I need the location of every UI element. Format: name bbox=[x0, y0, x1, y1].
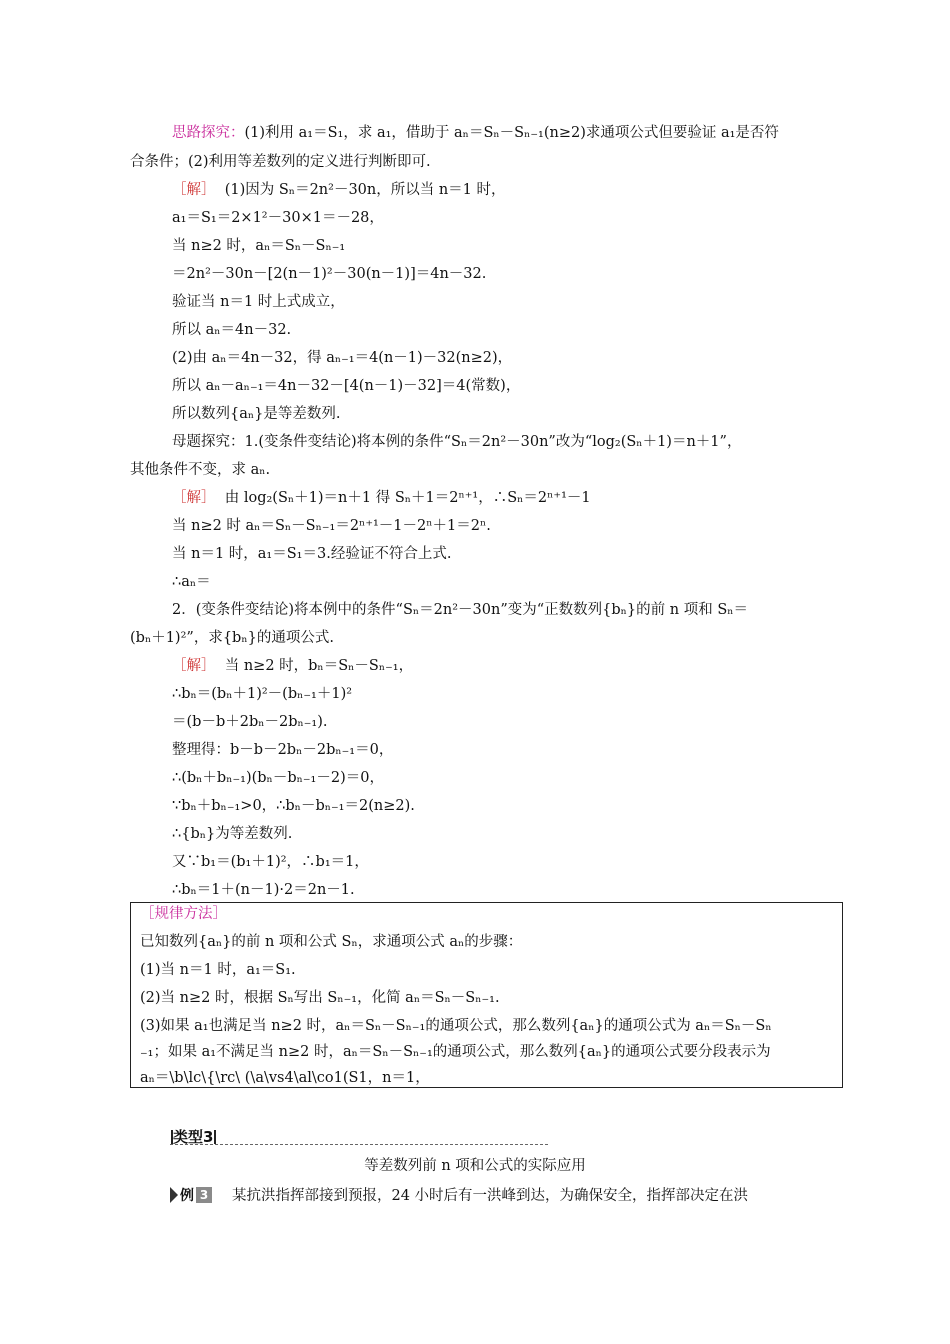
thinking-label: 思路探究： bbox=[172, 125, 245, 141]
line-1 bbox=[172, 123, 779, 143]
line-11: 所以数列{aₙ}是等差数列. bbox=[172, 406, 341, 422]
line-9: (2)由 aₙ＝4n－32，得 aₙ₋₁＝4(n－1)－32(n≥2)， bbox=[172, 350, 513, 366]
solution-label: ［解］ bbox=[172, 490, 216, 506]
section-title: 等差数列前 n 项和公式的实际应用 bbox=[364, 1158, 586, 1174]
line-text: 由 log₂(Sₙ＋1)＝n＋1 得 Sₙ＋1＝2ⁿ⁺¹，∴Sₙ＝2ⁿ⁺¹－1 bbox=[224, 490, 591, 506]
method-line-5: ₋₁；如果 a₁不满足当 n≥2 时，aₙ＝Sₙ－Sₙ₋₁的通项公式，那么数列{aₙ}的通项公式要分段表示为 bbox=[140, 1044, 771, 1060]
example-word: 例 bbox=[180, 1187, 194, 1204]
example-number: 3 bbox=[196, 1187, 212, 1203]
method-line-6: aₙ＝\b\lc\{\rc\ (\a\vs4\al\co1(S1，n＝1， bbox=[140, 1070, 430, 1086]
triangle-icon bbox=[170, 1187, 178, 1203]
line-10: 所以 aₙ－aₙ₋₁＝4n－32－[4(n－1)－32]＝4(常数)， bbox=[172, 378, 521, 394]
line-20 bbox=[172, 656, 413, 676]
line-text: (1)利用 a₁＝S₁，求 a₁，借助于 aₙ＝Sₙ－Sₙ₋₁(n≥2)求通项公式但要验证 a₁是否符 bbox=[244, 125, 779, 141]
line-26: ∴{bₙ}为等差数列. bbox=[172, 826, 293, 842]
line-text: (1)因为 Sₙ＝2n²－30n，所以当 n＝1 时， bbox=[224, 182, 506, 198]
line-16: 当 n＝1 时，a₁＝S₁＝3.经验证不符合上式. bbox=[172, 546, 452, 562]
solution-label: ［解］ bbox=[172, 658, 216, 674]
line-19: (bₙ＋1)²”，求{bₙ}的通项公式. bbox=[130, 630, 334, 646]
line-4: a₁＝S₁＝2×1²－30×1＝－28， bbox=[172, 210, 384, 226]
line-28: ∴bₙ＝1＋(n－1)·2＝2n－1. bbox=[172, 882, 355, 898]
type-heading-text: 类型3 bbox=[173, 1128, 214, 1146]
line-6: ＝2n²－30n－[2(n－1)²－30(n－1)]＝4n－32. bbox=[172, 266, 487, 282]
line-24: ∴(bₙ＋bₙ₋₁)(bₙ－bₙ₋₁－2)＝0， bbox=[172, 770, 384, 786]
line-23: 整理得：b－b－2bₙ－2bₙ₋₁＝0， bbox=[172, 742, 394, 758]
line-18: 2．(变条件变结论)将本例中的条件“Sₙ＝2n²－30n”变为“正数数列{bₙ}的前 n 项和 Sₙ＝ bbox=[172, 602, 749, 618]
type-heading-bar bbox=[214, 1130, 216, 1144]
line-25: ∵bₙ＋bₙ₋₁>0，∴bₙ－bₙ₋₁＝2(n≥2). bbox=[172, 798, 415, 814]
line-17: ∴aₙ＝ bbox=[172, 574, 211, 590]
line-13: 其他条件不变，求 aₙ. bbox=[130, 462, 271, 478]
line-12: 母题探究：1.(变条件变结论)将本例的条件“Sₙ＝2n²－30n”改为“log₂(Sₙ＋1)＝n＋1”， bbox=[172, 434, 742, 450]
line-15: 当 n≥2 时 aₙ＝Sₙ－Sₙ₋₁＝2ⁿ⁺¹－1－2ⁿ＋1＝2ⁿ. bbox=[172, 518, 491, 534]
dashed-divider bbox=[170, 1144, 548, 1145]
method-line-3: (2)当 n≥2 时，根据 Sₙ写出 Sₙ₋₁，化简 aₙ＝Sₙ－Sₙ₋₁. bbox=[140, 990, 500, 1006]
line-8: 所以 aₙ＝4n－32. bbox=[172, 322, 292, 338]
line-27: 又∵b₁＝(b₁＋1)²，∴b₁＝1， bbox=[172, 854, 369, 870]
line-22: ＝(b－b＋2bₙ－2bₙ₋₁). bbox=[172, 714, 328, 730]
example-text: 某抗洪指挥部接到预报，24 小时后有一洪峰到达，为确保安全，指挥部决定在洪 bbox=[232, 1188, 749, 1204]
line-5: 当 n≥2 时，aₙ＝Sₙ－Sₙ₋₁ bbox=[172, 238, 346, 254]
line-3 bbox=[172, 180, 506, 200]
line-2: 合条件；(2)利用等差数列的定义进行判断即可. bbox=[130, 154, 431, 170]
method-line-1: 已知数列{aₙ}的前 n 项和公式 Sₙ，求通项公式 aₙ的步骤： bbox=[140, 934, 523, 950]
method-line-2: (1)当 n＝1 时，a₁＝S₁. bbox=[140, 962, 296, 978]
line-text: 当 n≥2 时，bₙ＝Sₙ－Sₙ₋₁， bbox=[224, 658, 414, 674]
line-14 bbox=[172, 488, 591, 508]
method-line-4: (3)如果 a₁也满足当 n≥2 时，aₙ＝Sₙ－Sₙ₋₁的通项公式，那么数列{aₙ}的通项公式为 aₙ＝Sₙ－Sₙ bbox=[140, 1018, 772, 1034]
line-21: ∴bₙ＝(bₙ＋1)²－(bₙ₋₁＋1)² bbox=[172, 686, 353, 702]
solution-label: ［解］ bbox=[172, 182, 216, 198]
method-box-title: ［规律方法］ bbox=[140, 906, 227, 922]
line-7: 验证当 n＝1 时上式成立， bbox=[172, 294, 345, 310]
example-badge bbox=[170, 1186, 212, 1203]
